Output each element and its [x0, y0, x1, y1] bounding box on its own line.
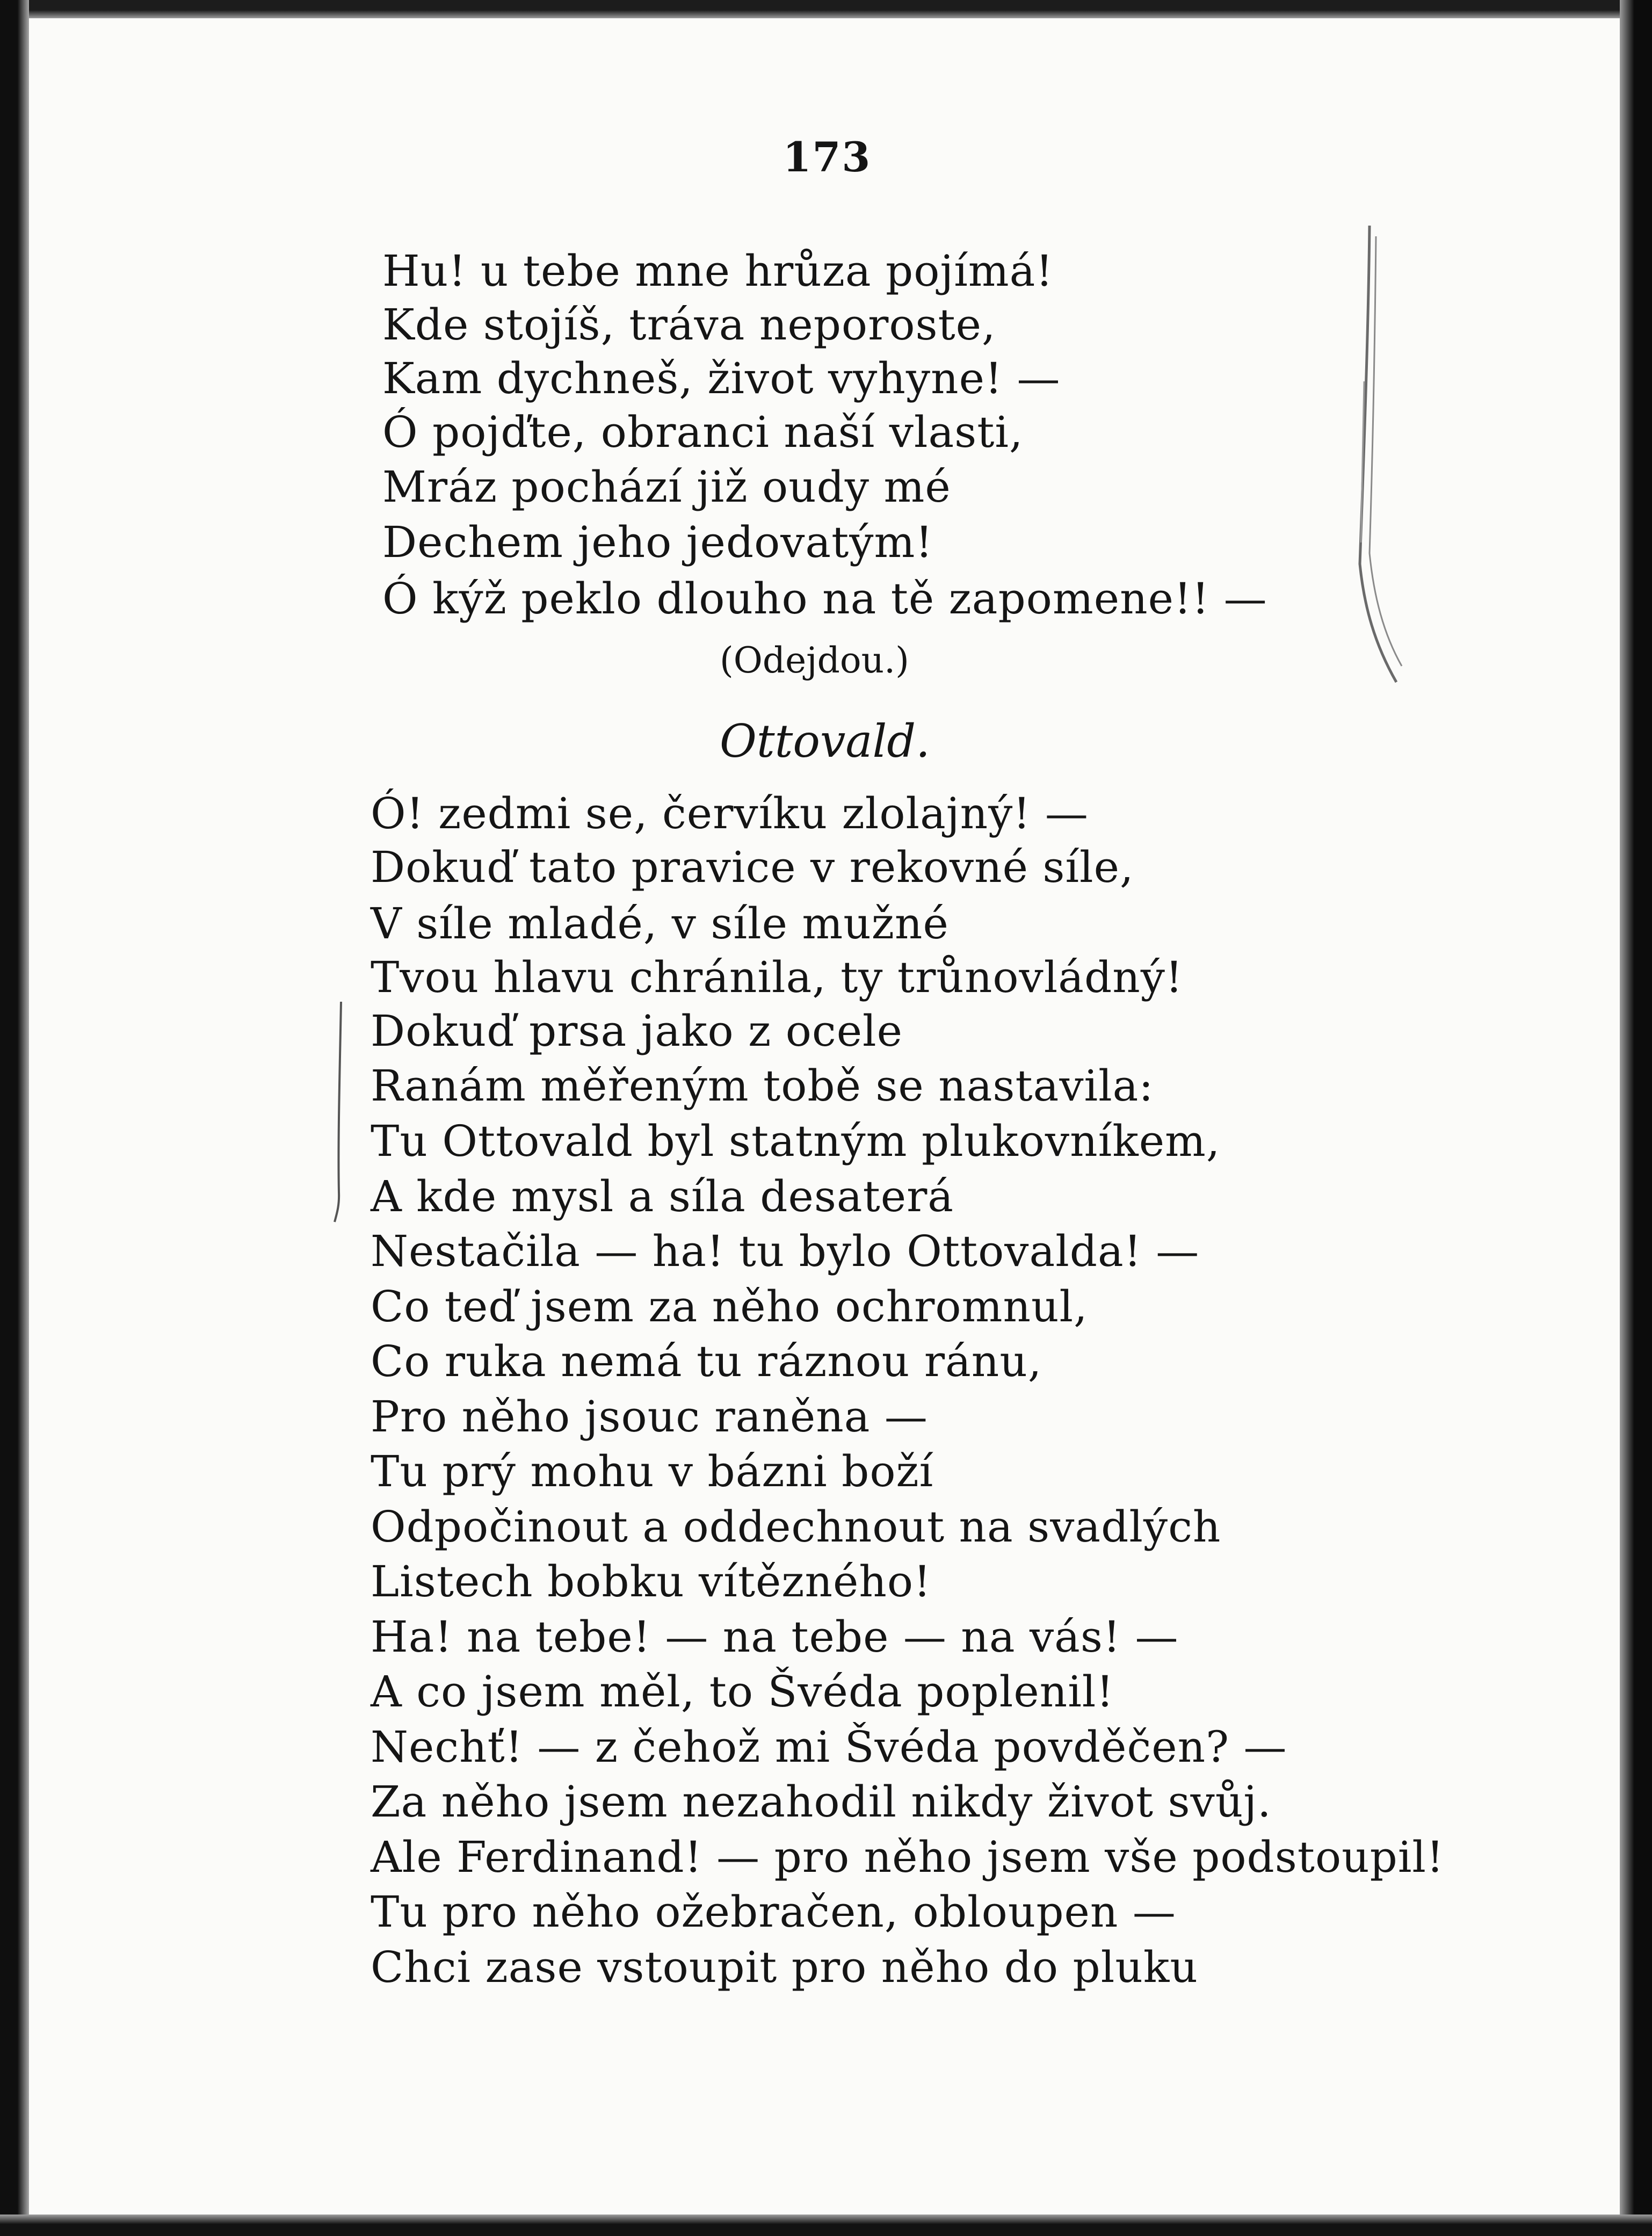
- scan-border-left: [0, 0, 29, 2236]
- verse-line: Dokuď prsa jako z ocele: [371, 1006, 903, 1056]
- verse-line: Co teď jsem za něho ochromnul,: [371, 1282, 1088, 1332]
- verse-line: Tu prý mohu v bázni boží: [371, 1446, 934, 1496]
- verse-line: Mráz pochází již oudy mé: [382, 462, 951, 512]
- pencil-margin-line: [325, 999, 357, 1225]
- verse-line: Nechť! — z čehož mi Švéda povděčen? —: [371, 1722, 1287, 1772]
- verse-line: Pro něho jsouc raněna —: [371, 1392, 928, 1442]
- verse-line: Nestačila — ha! tu bylo Ottovalda! —: [371, 1226, 1200, 1276]
- scan-border-top: [0, 0, 1652, 18]
- verse-line: Hu! u tebe mne hrůza pojímá!: [382, 246, 1054, 296]
- verse-line: Dechem jeho jedovatým!: [382, 517, 933, 567]
- verse-line: Listech bobku vítězného!: [371, 1557, 932, 1607]
- verse-line: Tvou hlavu chránila, ty trůnovládný!: [371, 952, 1184, 1002]
- verse-line: Dokuď tato pravice v rekovné síle,: [371, 842, 1134, 892]
- verse-line: Ó pojďte, obranci naší vlasti,: [382, 407, 1024, 457]
- verse-line: Tu pro něho ožebračen, obloupen —: [371, 1887, 1176, 1937]
- verse-line: Kam dychneš, život vyhyne! —: [382, 353, 1061, 403]
- verse-line: Kde stojíš, tráva neporoste,: [382, 300, 996, 350]
- verse-line: Ó! zedmi se, červíku zlolajný! —: [371, 788, 1089, 838]
- pencil-margin-mark: [1332, 220, 1418, 693]
- verse-line: Tu Ottovald byl statným plukovníkem,: [371, 1116, 1221, 1166]
- verse-line: Ranám měřeným tobě se nastavila:: [371, 1061, 1154, 1111]
- page-number: 173: [782, 133, 872, 181]
- verse-line: Za něho jsem nezahodil nikdy život svůj.: [371, 1777, 1272, 1827]
- verse-line: Ale Ferdinand! — pro něho jsem vše podstoupil!: [371, 1832, 1445, 1882]
- verse-line: V síle mladé, v síle mužné: [371, 899, 949, 949]
- verse-line: A kde mysl a síla desaterá: [371, 1171, 954, 1221]
- verse-line: Odpočinout a oddechnout na svadlých: [371, 1502, 1221, 1552]
- verse-line: Ó kýž peklo dlouho na tě zapomene!! —: [382, 574, 1267, 624]
- speaker-name: Ottovald.: [720, 715, 930, 768]
- stage-direction: (Odejdou.): [720, 640, 909, 681]
- verse-line: Co ruka nemá tu ráznou ránu,: [371, 1336, 1042, 1386]
- scan-border-right: [1620, 0, 1652, 2236]
- verse-line: Ha! na tebe! — na tebe — na vás! —: [371, 1612, 1179, 1662]
- verse-line: A co jsem měl, to Švéda poplenil!: [371, 1667, 1114, 1717]
- scan-border-bottom: [0, 2215, 1652, 2236]
- verse-line: Chci zase vstoupit pro něho do pluku: [371, 1942, 1198, 1992]
